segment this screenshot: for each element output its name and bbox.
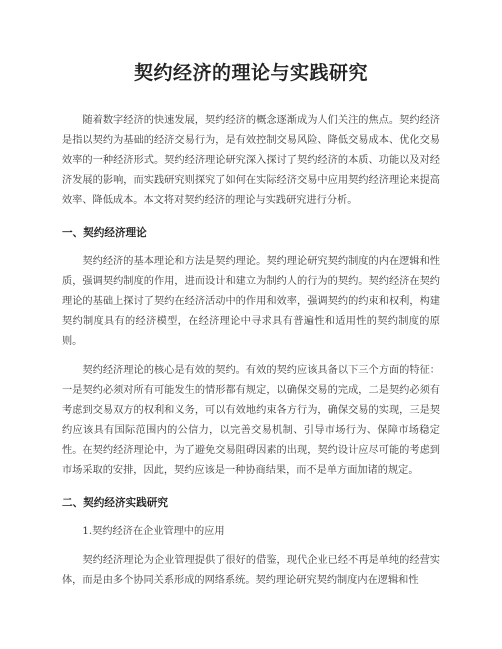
section-heading-1: 一、契约经济理论 <box>62 227 147 239</box>
subsection-heading: 1.契约经济在企业管理中的应用 <box>82 526 225 537</box>
body-paragraph: 契约经济的基本理论和方法是契约理论。契约理论研究契约制度的内在逻辑和性质，强调契约制度的作用，进而设计和建立为制约人的行为的契约。契约经济在契约理论的基础上探讨了契约在经济活动中的作用和效率，强调契约的约束和权利，构建契约制度具有的经济模型，在经济理论中寻求具有普遍性和适用性的契约制度的原则。 <box>62 256 440 347</box>
body-paragraph: 契约经济理论为企业管理提供了很好的借鉴，现代企业已经不再是单纯的经营实体，而是由多个协同关系形成的网络系统。契约理论研究契约制度内在逻辑和性 <box>62 555 440 586</box>
intro-paragraph: 随着数字经济的快速发展，契约经济的概念逐渐成为人们关注的焦点。契约经济是指以契约为基础的经济交易行为，是有效控制交易风险、降低交易成本、优化交易效率的一种经济形式。契约经济理论研究深入探讨了契约经济的本质、功能以及对经济发展的影响，而实践研究则探究了如何在实际经济交易中应用契约经济理论来提高效率、降低成本。本文将对契约经济的理论与实践研究进行分析。 <box>62 115 440 206</box>
section-heading-2: 二、契约经济实践研究 <box>62 497 168 509</box>
body-paragraph: 契约经济理论的核心是有效的契约。有效的契约应该具备以下三个方面的特征：一是契约必须对所有可能发生的情形都有规定，以确保交易的完成，二是契约必须有考虑到交易双方的权利和义务，可以有效地约束各方行为，确保交易的实现，三是契约应该具有国际范围内的公信力，以完善交易机制、引导市场行为、保障市场稳定性。在契约经济理论中，为了避免交易阻碍因素的出现，契约设计应尽可能的考虑到市场采取的安排，因此，契约应该是一种协商结果，而不是单方面加诸的规定。 <box>62 365 440 476</box>
page-title: 契约经济的理论与实践研究 <box>133 62 368 84</box>
